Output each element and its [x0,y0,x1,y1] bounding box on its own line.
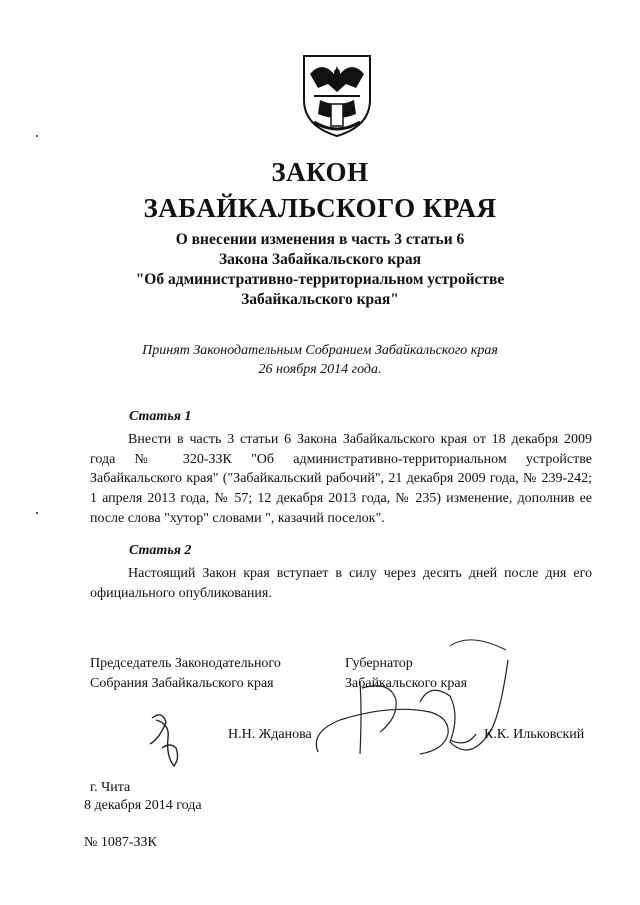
chairman-signature [140,708,200,772]
chairman-title: Собрания Забайкальского края [90,676,274,691]
subtitle-line: О внесении изменения в часть 3 статьи 6 [175,231,465,248]
article-text: Внести в часть 3 статьи 6 Закона Забайкальского края от 18 декабря 2009 года № 320-ЗЗК "Об административно-территориальном устройстве Забайкальского края" ("Забайкальский рабочий", 21 декабря 2009 года, № 239-242; 1 апреля 2013 года, № 57; 12 декабря 2013 года, № 235) изменение, дополнив ее после слова "хутор" словами ", казачий поселок". [90,432,592,526]
subtitle-line: "Об административно-территориальном устройстве [135,271,505,288]
document-title: ЗАКОН [271,157,369,187]
adoption-line: Принят Законодательным Собранием Забайкальского края [142,343,498,358]
governor-name: К.К. Ильковский [484,727,585,742]
article-text: Настоящий Закон края вступает в силу через десять дней после дня его официального опубликования. [90,566,592,601]
article-heading: Статья 1 [129,409,192,424]
signing-city: г. Чита [90,780,131,795]
scan-mark [36,512,38,514]
governor-title: Забайкальского края [345,676,468,691]
chairman-title: Председатель Законодательного [90,656,281,671]
coat-of-arms-icon [300,52,374,138]
subtitle-line: Забайкальского края" [241,291,399,308]
law-number: № 1087-ЗЗК [84,835,157,850]
subtitle-line: Закона Забайкальского края [218,251,422,268]
governor-signature [300,622,530,772]
governor-title: Губернатор [345,656,413,671]
adoption-date: 26 ноября 2014 года. [258,362,382,377]
document-title-region: ЗАБАЙКАЛЬСКОГО КРАЯ [143,193,497,223]
article-heading: Статья 2 [129,543,192,558]
signing-date: 8 декабря 2014 года [84,798,202,813]
chairman-name: Н.Н. Жданова [228,727,312,742]
scan-mark [36,135,38,137]
